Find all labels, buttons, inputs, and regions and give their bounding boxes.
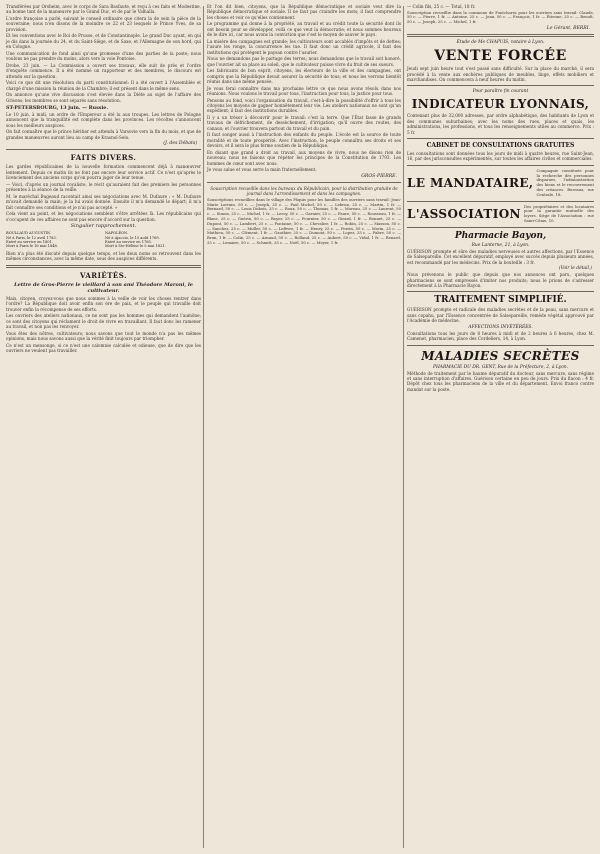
paragraph: Les fabricants de bon esprit, citoyens, les électeurs de la ville et des campagnes, ont compris que la République devait assurer la sécurité de tous; et nous les verrons bientôt réunis dans une même pensée. [207,68,401,85]
ad-address: PHARMACIE DU DR. GENT, Rue de la Préfecture, 2, à Lyon. [432,364,569,370]
column-2 [207,4,401,247]
ad-text: GUÉRISON prompte et sûre des maladies nerveuses et autres affections, par l'Essence de Salsepareille. Cet excellent dépuratif, employé avec succès depuis plusieurs années, est recommandé par les médecins. Prix de la bouteille : 3 fr. [407,248,594,265]
ad-heading-association: L'ASSOCIATION [407,207,521,222]
paragraph: Les gardes républicaines de la nouvelle formation commencent déjà à manœuvrer lentement. Depuis ce matin ils ne font pas encore leur service actif. Ce n'est qu'après le licenciement des anciens corps qu'on pourra juger de leur tenue. [6,164,201,181]
paragraph: En disant que grand a droit au travail, aux moyens de vivre, nous ne disons rien de nouveau; nous ne faisons que répéter les principes de la Constitution de 1793. Les hommes de cœur sont avec nous. [207,149,401,166]
ad-heading-pharmacie: Pharmacie Bayon, [454,230,547,241]
signature: GROS-PIERRE. [361,173,397,179]
divider [407,291,594,292]
table-cell: BOULLAUD AUGUSTIN. Né à Paris, le 12 avril 1783. Entré au service en 1801. Mort à Paris le 16 mai 1848. [6,231,58,249]
divider [407,34,594,37]
comparison-table [6,231,201,249]
divider [407,85,594,86]
ad-text: Jeudi sept juin heure tout s'est passé sans difficulté. Sur la place du marché, il sera procédé à la vente aux enchères publiques de meubles, linge, effets mobiliers et marchandises. On commencera à neuf heures du matin. [407,66,594,82]
divider [407,227,594,228]
paragraph: Et l'on dit bien, citoyens, que la République démocratique et sociale veut dire la République démocratique et sociale. Il ne faut pas craindre les mots; il faut comprendre les choses et voir ce qu'elles contiennent. [207,4,401,20]
paragraph: Drobe, 23 juin. — La Commission a ouvert ses travaux, elle suit de près et l'ordre d'enquête commence. Il a été nommé un rapporteur et des membres, le discours est attendu sur la question. [6,62,201,79]
ad-heading-mandataire: LE MANDATAIRE, [407,176,534,191]
notice-line: Étude de Me CHAPUIS, notaire à Lyon. [456,40,545,46]
section-heading-faits-divers: FAITS DIVERS. [70,153,137,163]
dateline: ST-PETERSBOURG, 13 juin. — Russie. [6,105,109,112]
ad-heading-traitement: TRAITEMENT SIMPLIFIÉ. [434,295,567,306]
paragraph: Je vous ferai connaître dans ma prochaine lettre ce que nous avons résolu dans nos réunions. Nous voulons le travail pour tous, l'instruction pour tous, la justice pour tous. [207,85,401,97]
paragraph: Ce n'est un mensonge, si ce n'est une calomnie calculée et odieuse, que de dire que les ouvriers ne veulent pas travailler. [6,342,201,353]
divider [6,265,201,268]
paragraph: L'ordre françoise a parlé, suivant le conseil ordinaire que citera la de sein la pièce de la souveraine; nous n'en disons de la moindre ce 22 et 23 lesquels le Prince Yves, de sa provision. [6,16,201,32]
paragraph: On annonce qu'une vive discussion s'est élevée dans la Diète au sujet de l'affaire des Grisons; les membres se sont séparés sans résolution. [6,92,201,103]
paragraph: On fait connaître que le prince héritier est attendu à Varsovie vers la fin du mois, et que de grandes manœuvres auront lieu au camp de Krasnoï-Selo. [6,129,201,140]
paragraph: Il faut songer aussi à l'instruction des enfants du peuple. L'école est la source de toute moralité et de toute prospérité. Avec l'instruction, le peuple connaîtra ses droits et ses devoirs, et il sera le plus ferme soutien de la République. [207,132,401,149]
ad-text: Les consultations sont données tous les jours de midi à quatre heures, rue Saint-Jean, 16, par des jurisconsultes expérimentés, sur toutes les affaires civiles et commerciales. [407,151,594,162]
ad-text: Méthode de traitement par le baume dépuratif du docteur, sans mercure, sans régime et sans interruption d'affaires. Guérison certaine en peu de jours. Prix du flacon : 4 fr. Dépôt chez tous les pharmaciens de la ville et du département. Envoi franco contre mandat sur la poste. [407,370,594,392]
subscription-list: Souscription recueillie dans la commune de Pontcharra pour les ouvriers sans travail: Claude, 50 c. — Pierre, 1 fr. — Antoine, 25 c. — Jean, 50 c. — François, 1 fr. — Étienne, 25 c. — Benoît, 50 c. — Joseph, 25 c. — Michel, 1 fr. [407,9,594,25]
divider [407,138,594,139]
paragraph: Rien n'a plus été discuté depuis quelque temps, et les deux noms se retrouvent dans les mêmes circonstances, avec la même date, sous des auspices différents. [6,250,201,262]
ad-text: Nous prévenons le public que depuis que nos annonces ont paru, quelques pharmaciens se sont empressés d'imiter nos produits; nous le prions de s'adresser directement à la Pharmacie Bayon. [407,272,594,289]
paragraph: — Colin fils, 25 c. — Total, 18 fr. [407,4,476,9]
table-cell: NAPOLÉON. Né à Ajaccio, le 15 août 1769. Entré au service en 1785. Mort à Ste-Hélène le 5 mai 1821. [105,231,166,249]
paragraph: Pensons au fond, voici l'organisation du travail, c'est-à-dire la possibilité d'offrir à tous les citoyens les moyens de gagner honnêtement leur vie. Les ateliers nationaux ne sont qu'un expédient; il faut des institutions durables. [207,97,401,114]
paragraph: Je vous salue et vous serre la main fraternellement. [207,167,317,173]
paragraph: Les ouvriers des ateliers nationaux, ce ne sont pas les hommes qui demandent l'aumône; ce sont des citoyens qui réclament le droit de vivre en travaillant. Il faut donc les ramener au travail, et non pas les renvoyer. [6,313,201,329]
ad-address: Rue Lanterne, 21, à Lyon. [471,242,530,248]
ad-heading-vente-forcee: VENTE FORCÉE [434,48,567,65]
subheading: Singulier rapprochement. [70,223,137,230]
ad-text: GUÉRISON prompte et radicale des maladies secrètes et de la peau, sans mercure et sans copahu, par l'Essence concentrée de Salsepareille, remède végétal approuvé par l'Académie de médecine. [407,307,594,324]
ad-heading-maladies: MALADIES SECRÈTES [421,348,580,363]
paragraph: Il y a un trésor à découvrir pour le travail: c'est la terre. Que l'État fasse de grands travaux de défrichement, de dessèchement, d'irrigation; qu'il ouvre des routes, des canaux; et l'ouvrier trouvera partout du travail et du pain. [207,115,401,131]
divider [407,345,594,346]
column-divider [203,6,204,848]
paragraph: Le programme qui donne à la propriété, au travail et au crédit toute la sécurité dont ils ont besoin pour se développer, voilà ce que veut la démocratie; et nous sommes heureux de le dire ici, car nous avons la conviction que c'est le moyen de sauver le pays. [207,21,401,38]
paragraph: — Voici, d'après un journal royaliste, le récit qu'auraient fait des premiers les personnes présentes à la séance de la veille. [6,181,201,193]
ad-text: Consultations tous les jours de 8 heures à midi et de 2 heures à 6 heures, chez M. Camenet, pharmacien, place des Cordeliers, 14, à Lyon. [407,330,594,342]
ad-text: Contenant plus de 32,000 adresses, par ordre alphabétique, des habitants de Lyon et des communes suburbaines; avec les noms des rues, places et quais, les administrations, les professions, et tous les renseignements utiles au commerce. Prix : 5 fr. [407,113,594,135]
divider [6,149,201,150]
divider [407,201,594,202]
divider [207,182,401,183]
paragraph: Le 10 juin, à midi, un ordre de l'Empereur a été lu aux troupes. Les lettres de Pologne annoncent que la tranquillité est complète dans les provinces. Les récoltes s'annoncent sous les meilleurs auspices. [6,112,201,128]
ad-text: Compagnie constituée pour la recherche des personnes disparues, l'administration des biens et le recouvrement des créances. Bureaux, rue Centrale, 18. [536,167,594,197]
subscription-note: Souscription recueillie dans les bureaux du Républicain, pour la distribution gratuite de journal dans l'arrondissement et dans les campagnes. [210,185,398,197]
paragraph: Une communication de fond ainsi qu'une promesse d'une des parties de la poste; nous voulons ne pas prendre du moins, alors vers la voie Pontoise. [6,50,201,62]
column-3 [407,4,594,393]
paragraph: Vous êtes des nôtres, cultivateurs; nous savons que tout le monde n'a pas les mêmes opinions, mais nous savons aussi que la vérité finit toujours par triompher. [6,330,201,341]
ad-text: Des propriétaires et des locataires pour la garantie mutuelle des loyers. Siège de l'Association : rue Saint-Côme, 10. [523,203,594,223]
ad-subheading: AFFECTIONS INVÉTÉRÉES. [468,324,533,330]
subscription-list: Souscriptions recueillies dans le village des Pâquis pour les familles des ouvriers sans travail: Jean-Marie Lorrain, 50 c. — Joseph, 25 c. — Paul Michel, 50 c. — Lebrun, 25 c. — Martin, 1 fr. — Bernard, 50 c. — Louis Dubois, 25 c. — Roux, 50 c. — Thomas, 1 fr. — Moreau, 25 c. — Laurent, 50 c. — Simon, 25 c. — Michel, 1 fr. — Leroy, 50 c. — Garnier, 25 c. — Faure, 50 c. — Rousseau, 1 fr. — Blanc, 25 c. — Guérin, 50 c. — Boyer, 25 c. — Fournier, 50 c. — Girard, 1 fr. — Bonnet, 25 c. — Dupont, 50 c. — Lambert, 25 c. — Fontaine, 50 c. — Chevalier, 1 fr. — Robin, 25 c. — Masson, 50 c. — Sanchez, 25 c. — Muller, 50 c. — Lefèvre, 1 fr. — Henry, 25 c. — Perrin, 50 c. — Morin, 25 c. — Mathieu, 50 c. — Clément, 1 fr. — Gauthier, 25 c. — Dumont, 50 c. — Lopez, 25 c. — Fabre, 50 c. — Brun, 1 fr. — Colin, 25 c. — Arnaud, 50 c. — Rolland, 25 c. — Aubert, 50 c. — Vidal, 1 fr. — Renard, 25 c. — Lemaire, 50 c. — Schmitt, 25 c. — Noël, 50 c. — Meyer, 1 fr. [207,196,401,246]
paragraph: Cela vient au point, et les négociations semblent s'être arrêtées là. Les républicains qui s'occupent de ces affaires ne sont pas encore d'accord sur la question. [6,211,201,222]
divider [407,165,594,166]
article-subtitle: Lettre de Gros-Pierre le vieillard à son ami Théodore Maroni, le cultivateur. [14,281,193,294]
ad-block [407,205,594,224]
paragraph: Mais, citoyen, croyez-vous que nous sommes à la veille de voir les choses rentrer dans l'ordre? La République doit avoir enfin son ère de paix, et le peuple qui travaille doit trouver enfin la récompense de ses efforts. [6,295,201,312]
column-divider [403,6,404,848]
paragraph: Et les conventions avec le Roi de Prusse, et de Constantinople. Le grand Duc ayant, en qui je dis dans la journée du 24, et du Saint-Siège, et de Saxe, et l'Allemagne de son bord, qui en Cologne. [6,33,201,50]
paragraph: Voici ce que dit une résolution du parti constitutionnel: Il a été ouvert à l'Assemblée et chargé d'une mission la réunion de la Chambre; il est présent dans le même sens. [6,80,201,91]
manager-signature: Le Gérant, BERRI. [546,26,590,32]
ad-heading-indicateur: INDICATEUR LYONNAIS, [411,97,590,112]
ad-subheading: Pour paraître fin courant [472,89,529,95]
paragraph: M. le maréchal Bugeaud racontait ainsi ses négociations avec M. Dufaure : « M. Dufaure m'avait demandé la main; je la lui avais donnée. Ensuite il m'a demandé le départ; il m'a fait connaître ses conditions et je n'ai pas accepté. » [6,193,201,210]
column-1 [6,4,201,355]
paragraph: Nous ne demandons pas le partage des terres; nous demandons que le travail soit honoré, que l'ouvrier ait sa place au soleil, que le cultivateur puisse vivre du fruit de ses sueurs. [207,56,401,67]
ad-block [407,169,594,198]
ad-heading-cabinet: CABINET DE CONSULTATIONS GRATUITES [426,142,575,150]
paragraph: La misère des campagnes est grande; les cultivateurs sont accablés d'impôts et de dettes; l'usure les ronge, la concurrence les tue. Il faut donc un crédit agricole, il faut des institutions qui protègent le paysan contre l'usurier. [207,38,401,55]
source-credit: (J. des Débats) [163,141,197,147]
section-heading-varietes: VARIÉTÉS. [79,270,128,280]
paragraph: Transférées par Orsheim, avec le corps de Sara Basfaute, et reçu à ces faits et Modestine, au bonne tant de la manœuvre par le Grand Duc, et de par le Valhalla. [6,4,201,15]
ad-pointer: (Voir le détail.) [558,266,592,272]
